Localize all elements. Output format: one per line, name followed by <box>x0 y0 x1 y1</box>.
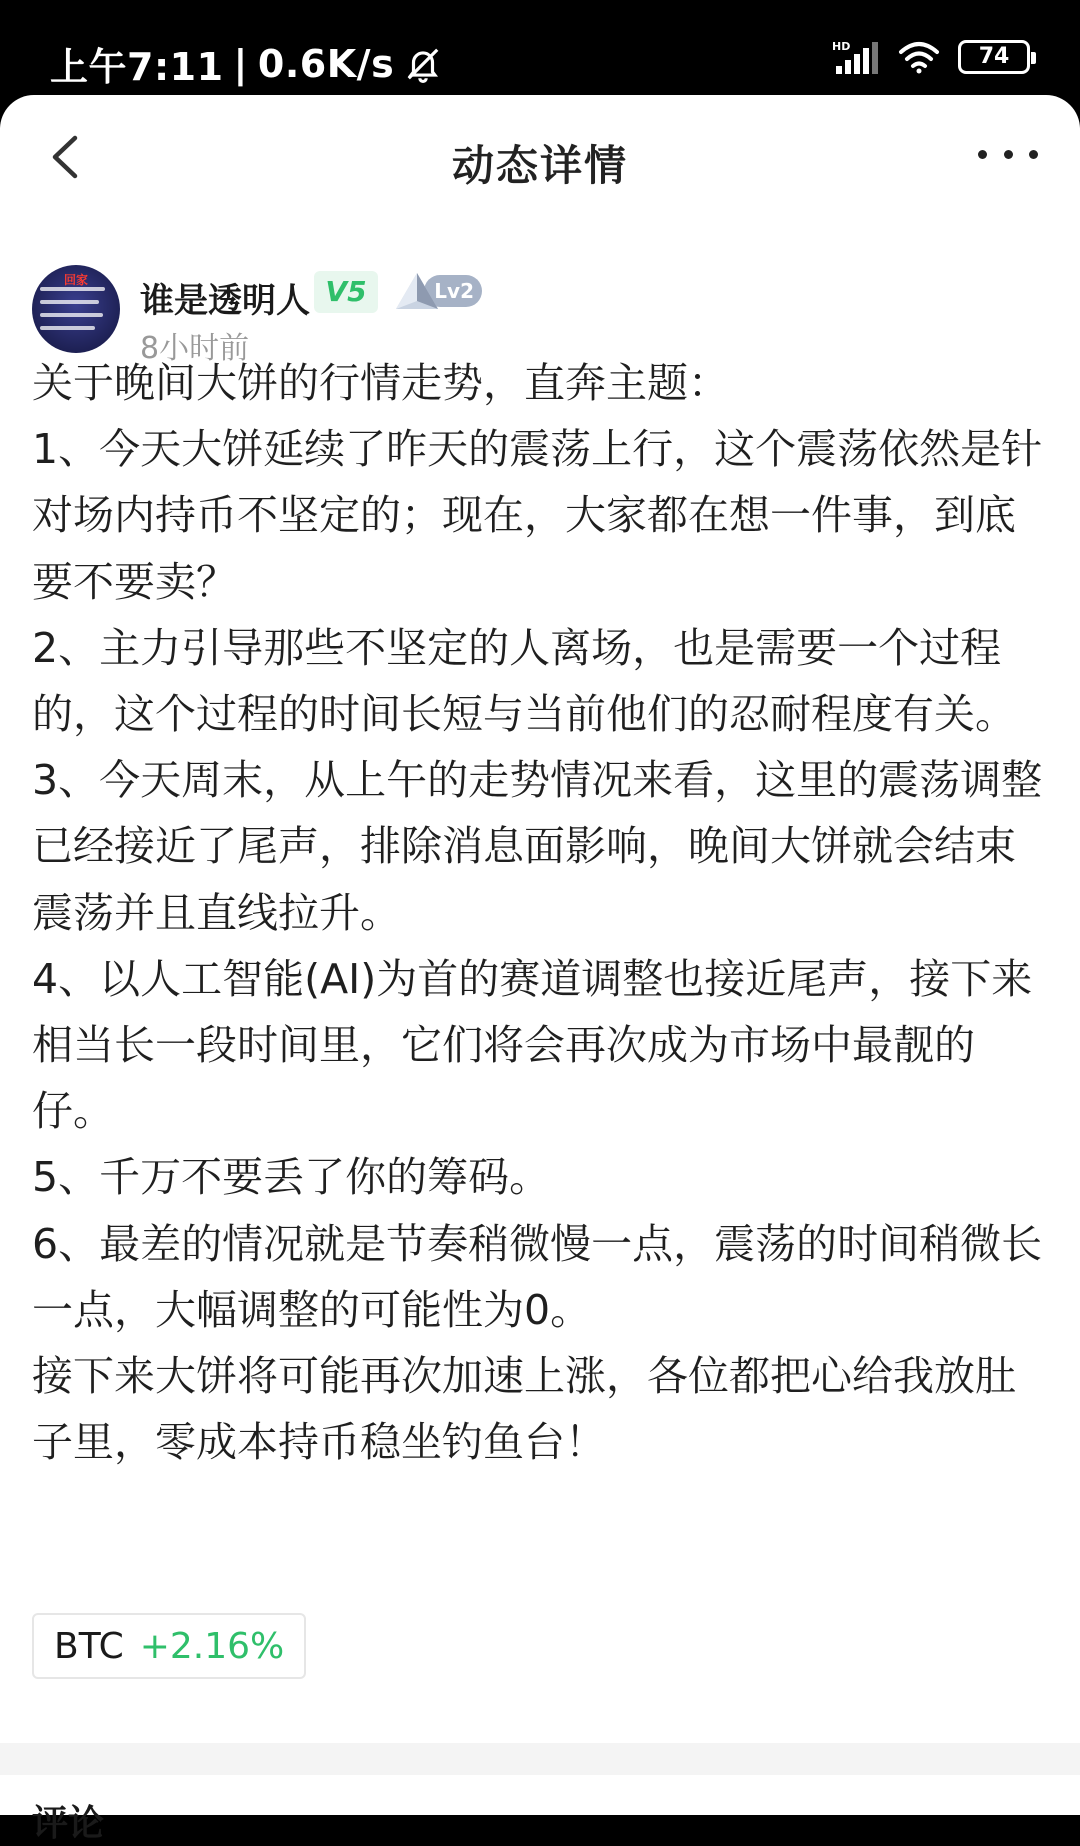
coin-change: +2.16% <box>139 1625 285 1667</box>
coin-tag[interactable] <box>32 1613 306 1679</box>
more-dot-icon <box>1029 150 1038 159</box>
post-time: 8小时前 <box>140 331 250 366</box>
level-badge <box>394 269 486 315</box>
post-paragraph: 3、今天周末，从上午的走势情况来看，这里的震荡调整已经接近了尾声，排除消息面影响，晚间大饼就会结束震荡并且直线拉升。 <box>32 756 1043 937</box>
more-options-button[interactable] <box>978 139 1038 169</box>
status-time: 上午7:11 <box>50 45 224 89</box>
more-dot-icon <box>978 150 987 159</box>
status-speed: 0.6K/s <box>257 41 395 86</box>
level-label: Lv2 <box>424 275 482 307</box>
mute-bell-icon <box>404 45 442 83</box>
post-content <box>32 350 1052 1475</box>
page-title: 动态详情 <box>451 141 628 190</box>
status-bar <box>0 0 1080 100</box>
post-paragraph: 6、最差的情况就是节奏稍微慢一点，震荡的时间稍微长一点，大幅调整的可能性为0。 <box>32 1219 1043 1334</box>
post-paragraph: 2、主力引导那些不坚定的人离场，也是需要一个过程的，这个过程的时间长短与当前他们的忍耐程度有关。 <box>32 623 1016 739</box>
avatar-text-lines <box>40 287 112 339</box>
comments-heading: 评论 <box>32 1803 105 1844</box>
avatar-title: 回家 <box>63 273 88 287</box>
network-label: HD <box>832 40 851 53</box>
signal-icon <box>832 40 880 74</box>
post-paragraph: 关于晚间大饼的行情走势，直奔主题： <box>32 359 729 407</box>
top-nav <box>0 95 1080 215</box>
section-divider <box>0 1743 1080 1775</box>
more-dot-icon <box>1004 150 1013 159</box>
status-divider: | <box>233 41 248 86</box>
level-pyramid-icon <box>394 269 440 315</box>
post-paragraph: 1、今天大饼延续了昨天的震荡上行，这个震荡依然是针对场内持币不坚定的；现在，大家都在想一件事，到底要不要卖？ <box>32 425 1043 606</box>
battery-indicator: 74 <box>958 40 1030 74</box>
post-paragraph: 4、以人工智能(AI)为首的赛道调整也接近尾声，接下来相当长一段时间里，它们将会再次成为市场中最靓的仔。 <box>32 954 1033 1136</box>
post-paragraph: 5、千万不要丢了你的筹码。 <box>32 1153 551 1202</box>
status-right <box>832 40 1030 74</box>
post-detail-sheet <box>0 95 1080 1844</box>
status-left <box>50 36 442 91</box>
coin-symbol: BTC <box>54 1625 124 1667</box>
post-paragraph: 接下来大饼将可能再次加速上涨，各位都把心给我放肚子里，零成本持币稳坐钓鱼台！ <box>32 1352 1016 1467</box>
wifi-icon <box>898 40 940 74</box>
author-name[interactable]: 谁是透明人 <box>140 281 310 321</box>
vip-badge: V5 <box>314 271 378 313</box>
avatar[interactable] <box>32 265 120 353</box>
